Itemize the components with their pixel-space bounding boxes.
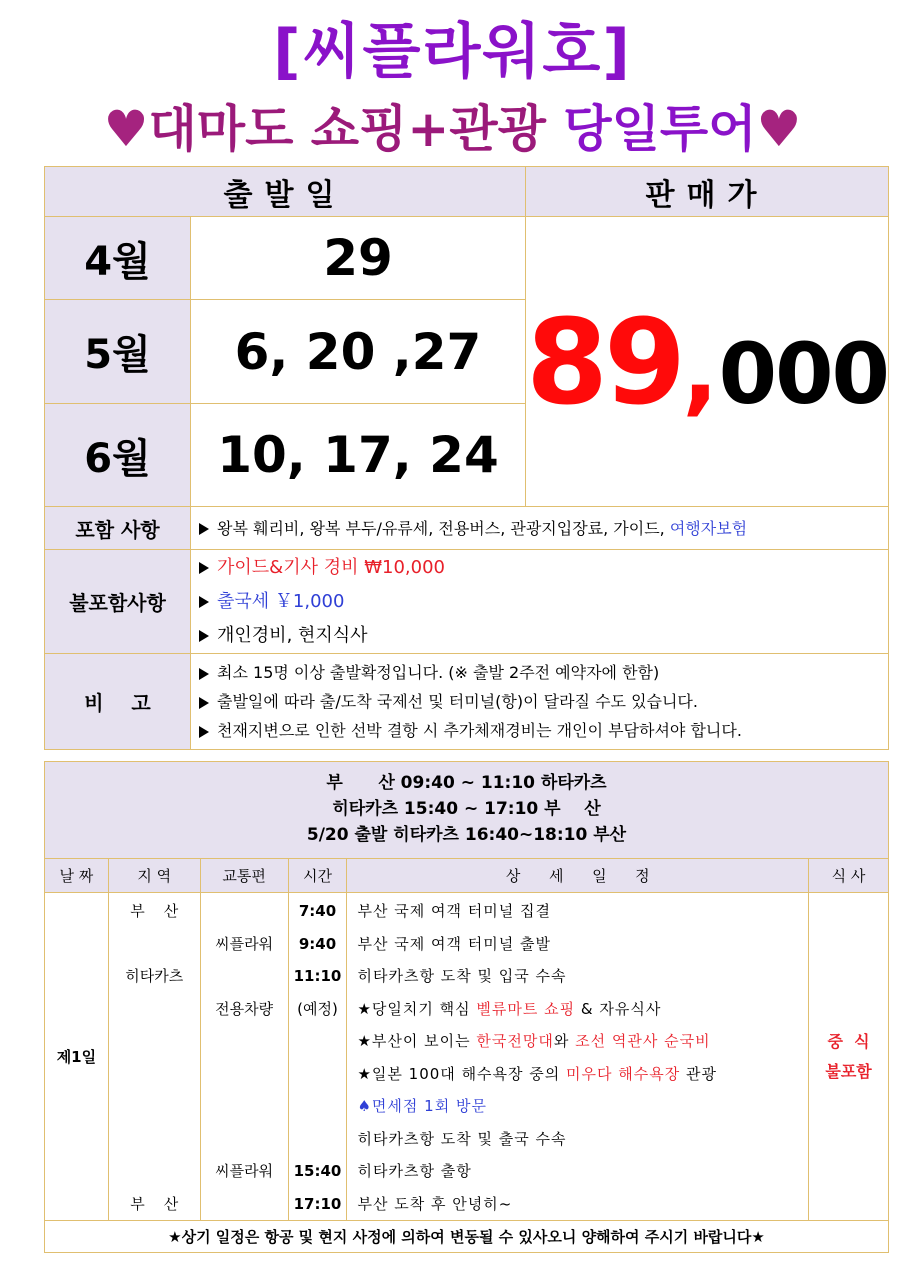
included-insurance: 여행자보험 xyxy=(669,518,748,538)
col-header-date: 날 짜 xyxy=(45,859,109,893)
detail-line: 부산 국제 여객 터미널 출발 xyxy=(357,934,551,953)
month-label: 4월 xyxy=(45,217,191,300)
region-cell: 히타카츠 xyxy=(125,967,184,985)
bullet-triangle-icon xyxy=(199,726,209,738)
region-cell xyxy=(109,1090,200,1123)
price-main: 89 xyxy=(525,292,683,431)
bullet-triangle-icon xyxy=(199,630,209,642)
region-column xyxy=(108,893,200,1221)
bullet-triangle-icon xyxy=(199,668,209,680)
transport-cell: 전용차량 xyxy=(215,999,274,1018)
region-cell xyxy=(109,1123,200,1156)
detail-line: ♠면세점 1회 방문 xyxy=(357,1097,487,1115)
time-cell xyxy=(289,1025,347,1058)
transport-cell: 씨플라워 xyxy=(215,1162,274,1180)
region-cell xyxy=(109,928,200,961)
time-cell xyxy=(289,1090,347,1123)
detail-column xyxy=(347,893,809,1221)
transport-cell xyxy=(201,1090,288,1123)
detail-text: ★일본 100대 해수욕장 중의 xyxy=(357,1064,567,1083)
time-cell: 15:40 xyxy=(293,1162,342,1180)
price-thousands: 000 xyxy=(718,324,888,423)
ferry-line: 5/20 출발 히타카츠 16:40~18:10 부산 xyxy=(306,825,627,845)
bullet-triangle-icon xyxy=(199,523,209,535)
excluded-info xyxy=(191,550,889,654)
remarks-info xyxy=(191,654,889,750)
meal-not-included: 불포함 xyxy=(825,1061,872,1081)
meal-cell xyxy=(809,893,889,1221)
transport-cell xyxy=(201,1058,288,1091)
detail-line xyxy=(357,993,808,1026)
detail-line xyxy=(357,1058,808,1091)
ferry-line: 부 산 09:40 ~ 11:10 하타카츠 xyxy=(326,773,607,793)
header-departure-date: 출발일 xyxy=(45,167,526,217)
transport-column xyxy=(200,893,288,1221)
time-cell: 7:40 xyxy=(298,902,337,920)
detail-highlight: 미우다 해수욕장 xyxy=(566,1064,681,1083)
price-comma: , xyxy=(682,313,719,426)
col-header-region: 지 역 xyxy=(108,859,200,893)
time-cell xyxy=(289,1123,347,1156)
tour-subtitle xyxy=(0,96,905,162)
meal-lunch: 중 식 xyxy=(827,1031,870,1051)
time-cell xyxy=(289,1058,347,1091)
remarks-label: 비 고 xyxy=(45,654,191,750)
detail-line xyxy=(357,1025,808,1058)
heart-icon: ♥ xyxy=(756,100,802,158)
excluded-item: 가이드&기사 경비 ₩10,000 xyxy=(217,556,445,578)
detail-line: 부산 도착 후 안녕히~ xyxy=(357,1194,513,1213)
region-cell xyxy=(109,1025,200,1058)
time-cell: 17:10 xyxy=(293,1194,342,1213)
included-label: 포함 사항 xyxy=(45,507,191,550)
col-header-time: 시간 xyxy=(288,859,347,893)
time-cell: (예정) xyxy=(297,999,338,1018)
bullet-triangle-icon xyxy=(199,562,209,574)
header-price: 판매가 xyxy=(525,167,888,217)
detail-highlight: 한국전망대 xyxy=(476,1032,554,1050)
schedule-notice: ★상기 일정은 항공 및 현지 사정에 의하여 변동될 수 있사오니 양해하여 주시기 바랍니다★ xyxy=(45,1221,889,1253)
time-cell: 9:40 xyxy=(298,934,337,953)
detail-text: ★부산이 보이는 xyxy=(357,1032,477,1050)
month-label: 5월 xyxy=(45,300,191,404)
departure-dates: 6, 20 ,27 xyxy=(191,300,526,404)
detail-text: & 자유식사 xyxy=(575,999,662,1018)
ferry-schedule-banner xyxy=(45,762,889,859)
region-cell xyxy=(109,1058,200,1091)
remark-item: 출발일에 따라 출/도착 국제선 및 터미널(항)이 달라질 수도 있습니다. xyxy=(217,692,698,711)
col-header-detail: 상 세 일 정 xyxy=(347,859,809,893)
transport-cell xyxy=(201,1123,288,1156)
excluded-label: 불포함사항 xyxy=(45,550,191,654)
included-text: 왕복 훼리비, 왕복 부두/유류세, 전용버스, 관광지입장료, 가이드, xyxy=(217,518,670,538)
region-cell xyxy=(109,1155,200,1188)
excluded-item: 개인경비, 현지식사 xyxy=(217,624,368,646)
schedule-table xyxy=(44,761,889,1253)
day-label: 제1일 xyxy=(45,893,109,1221)
excluded-item: 출국세 ￥1,000 xyxy=(217,590,345,612)
transport-cell xyxy=(201,1025,288,1058)
transport-cell xyxy=(201,1188,288,1221)
included-info xyxy=(191,507,889,550)
col-header-transport: 교통편 xyxy=(200,859,288,893)
region-cell xyxy=(109,993,200,1026)
detail-text: ★당일치기 핵심 xyxy=(357,999,477,1018)
bullet-triangle-icon xyxy=(199,697,209,709)
departure-price-table xyxy=(44,166,889,750)
departure-dates: 29 xyxy=(191,217,526,300)
detail-text: 관광 xyxy=(680,1064,717,1083)
remark-item: 천재지변으로 인한 선박 결항 시 추가체재경비는 개인이 부담하셔야 합니다. xyxy=(217,721,742,740)
bullet-triangle-icon xyxy=(199,596,209,608)
region-cell: 부 산 xyxy=(130,902,179,920)
detail-highlight: 조선 역관사 순국비 xyxy=(575,1032,711,1050)
detail-line: 히타카츠항 도착 및 출국 수속 xyxy=(357,1129,567,1148)
price-cell xyxy=(525,217,888,507)
departure-dates: 10, 17, 24 xyxy=(191,404,526,507)
detail-line: 히타카츠항 도착 및 입국 수속 xyxy=(357,967,567,985)
detail-text: 와 xyxy=(553,1032,576,1050)
transport-cell xyxy=(201,895,288,928)
heart-icon: ♥ xyxy=(103,100,149,158)
month-label: 6월 xyxy=(45,404,191,507)
tour-title: [씨플라워호] xyxy=(273,17,632,87)
region-cell: 부 산 xyxy=(130,1194,179,1213)
transport-cell: 씨플라워 xyxy=(215,934,274,953)
detail-line: 히타카츠항 출항 xyxy=(357,1162,472,1180)
subtitle-text: 대마도 쇼핑+관광 xyxy=(148,100,564,158)
time-column xyxy=(288,893,347,1221)
subtitle-highlight: 당일투어 xyxy=(563,100,757,158)
remark-item: 최소 15명 이상 출발확정입니다. (※ 출발 2주전 예약자에 한함) xyxy=(217,663,660,682)
detail-line: 부산 국제 여객 터미널 집결 xyxy=(357,902,551,920)
col-header-meal: 식 사 xyxy=(809,859,889,893)
ferry-line: 히타카츠 15:40 ~ 17:10 부 산 xyxy=(332,799,601,819)
detail-highlight: 벨류마트 쇼핑 xyxy=(476,999,576,1018)
transport-cell xyxy=(201,960,288,993)
time-cell: 11:10 xyxy=(293,967,342,985)
